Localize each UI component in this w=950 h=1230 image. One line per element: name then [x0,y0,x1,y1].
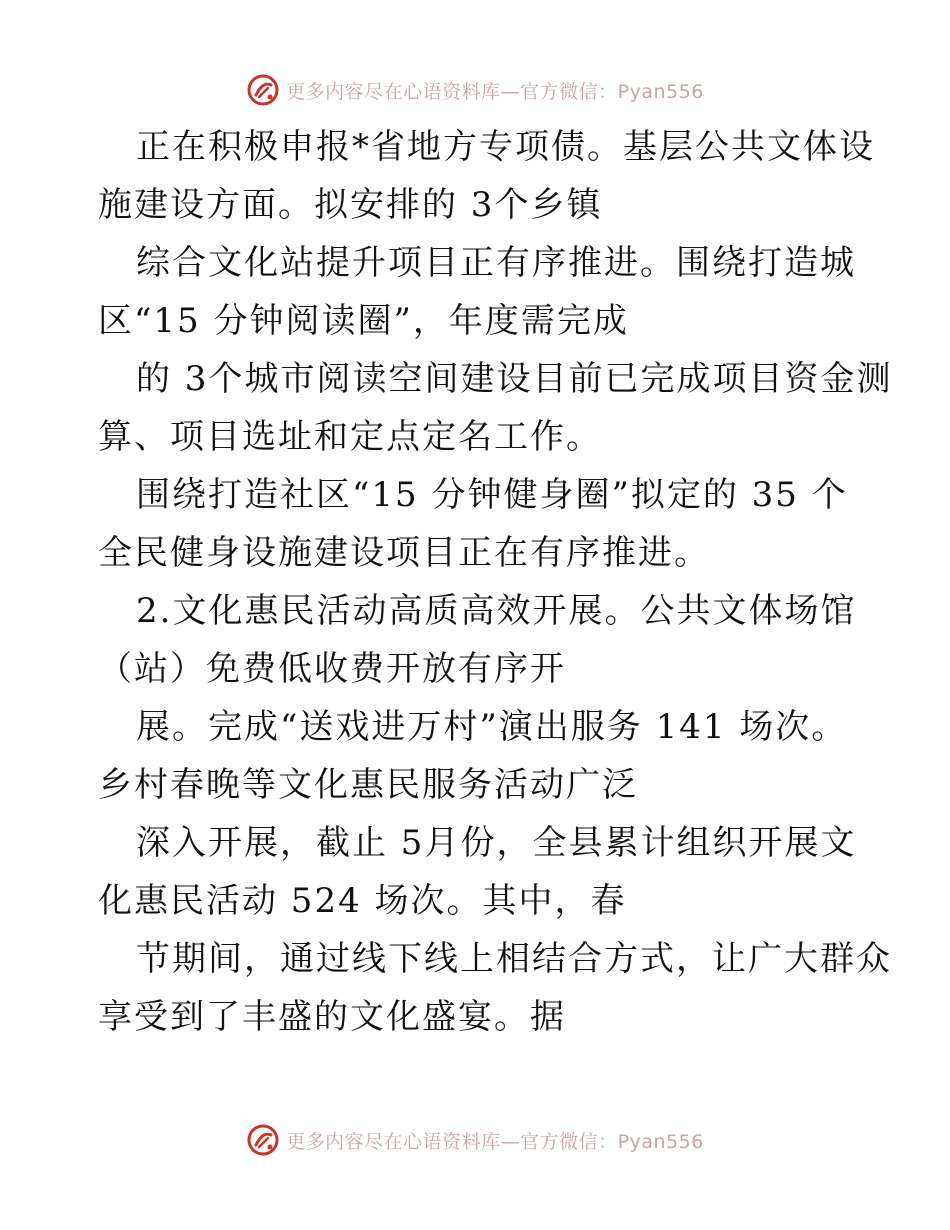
paragraph-line: 全民健身设施建设项目正在有序推进。 [98,533,710,573]
paragraph-line: 享受到了丰盛的文化盛宴。据 [98,997,566,1037]
footer-banner [0,1120,950,1160]
paragraph-line: 算、项目选址和定点定名工作。 [98,417,602,457]
logo-icon [246,1123,280,1157]
paragraph-line: 乡村春晚等文化惠民服务活动广泛 [98,765,638,805]
paragraph-line: 展。完成“送戏进万村”演出服务 141 场次。 [136,707,848,747]
paragraph-line: 正在积极申报*省地方专项债。基层公共文体设 [136,127,875,167]
paragraph-line: 区“15 分钟阅读圈”，年度需完成 [98,301,629,341]
paragraph-line: （站）免费低收费开放有序开 [98,649,566,689]
document-body [98,118,893,1046]
paragraph-line: 化惠民活动 524 场次。其中，春 [98,881,627,921]
footer-banner-text: 更多内容尽在心语资料库—官方微信：Pyan556 [286,1130,704,1153]
paragraph-line: 2.文化惠民活动高质高效开展。公共文体场馆 [136,591,857,631]
paragraph-line: 施建设方面。拟安排的 3个乡镇 [98,185,603,225]
paragraph-line: 的 3个城市阅读空间建设目前已完成项目资金测 [136,359,893,399]
paragraph-line: 节期间，通过线下线上相结合方式，让广大群众 [136,939,892,979]
paragraph-line: 围绕打造社区“15 分钟健身圈”拟定的 35 个 [136,475,848,515]
paragraph-line: 深入开展，截止 5月份，全县累计组织开展文 [136,823,857,863]
header-banner-text: 更多内容尽在心语资料库—官方微信：Pyan556 [286,80,704,103]
logo-icon [246,73,280,107]
header-banner [0,70,950,110]
paragraph-line: 综合文化站提升项目正有序推进。围绕打造城 [136,243,856,283]
